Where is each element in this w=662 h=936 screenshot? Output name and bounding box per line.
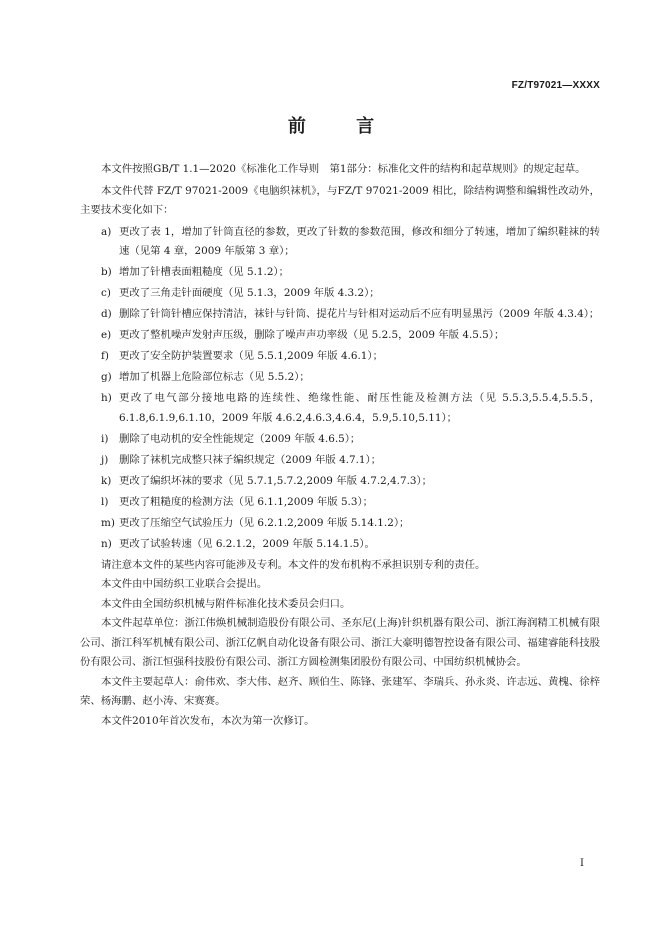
list-item [80,493,600,513]
patent-notice: 请注意本文件的某些内容可能涉及专利。本文件的发布机构不承担识别专利的责任。 [101,558,486,571]
list-item-text: 更改了压缩空气试验压力（见 6.2.1.2,2009 年版 5.14.1.2）； [119,516,410,529]
list-item [80,389,600,428]
list-item [80,263,600,283]
list-item [80,347,600,367]
list-item-text: 更改了试验转速（见 6.2.1.2，2009 年版 5.14.1.5）。 [119,537,375,550]
list-item-text: 删除了电动机的安全性能规定（2009 年版 4.6.5）； [119,432,361,445]
proposer-statement: 本文件由中国纺织工业联合会提出。 [101,578,268,590]
list-item-label: f) [101,350,109,362]
list-item-label: m) [101,516,115,529]
list-item-label: a) [101,225,112,238]
list-item-text: 增加了机器上危险部位标志（见 5.5.2）； [119,371,310,383]
list-item-text: 更改了三角走针面硬度（见 5.1.3，2009 年版 4.3.2）； [119,287,380,299]
list-item-label: h) [101,392,112,404]
document-code: FZ/T97021—XXXX [511,80,600,91]
list-item-text: 删除了针筒针槽应保持清洁，袜针与针筒、提花片与针相对运动后不应有明显黑污（2009 年版 4.3.4）； [119,308,600,320]
list-item [80,430,600,450]
list-item-text: 更改了安全防护装置要求（见 5.5.1,2009 年版 4.6.1）； [119,350,383,362]
list-item [80,535,600,555]
centralized-management-statement: 本文件由全国纺织机械与附件标准化技术委员会归口。 [101,597,351,610]
list-item-text: 更改了编织坏袜的要求（见 5.7.1,5.7.2,2009 年版 4.7.2,4.7.3）； [119,474,433,487]
revision-history: 本文件2010年首次发布，本次为第一次修订。 [101,714,315,727]
list-item-text: 增加了针槽表面粗糙度（见 5.1.2）； [119,266,290,278]
list-item-label: b) [101,266,112,278]
list-item-text: 更改了电气部分接地电路的连续性、绝缘性能、耐压性能及检测方法（见 5.5.3,5.5.4,5.5.5，6.1.8,6.1.9,6.1.10，2009 年版 4.6.2,4.6.3,4.6.4，5.9,5.10,5.11）； [119,392,600,424]
list-item-text: 删除了袜机完成整只袜子编织规定（2009 年版 4.7.1）； [119,453,382,466]
list-item [80,223,600,262]
list-item-label: g) [101,371,112,383]
list-item-label: l) [101,495,109,508]
list-item [80,472,600,492]
page-number: I [580,858,584,869]
list-item [80,305,600,325]
page-title: 前 言 [287,116,397,137]
list-item [80,326,600,346]
list-item-label: j) [101,453,109,466]
list-item-label: i) [101,432,109,445]
list-item-text: 更改了粗糙度的检测方法（见 6.1.1,2009 年版 5.3）； [119,495,374,508]
list-item-label: c) [101,287,111,299]
intro-paragraph: 本文件按照GB/T 1.1—2020《标准化工作导则 第1部分：标准化文件的结构和起草规则》的规定起草。 [101,163,586,175]
list-item [80,451,600,471]
drafting-organizations: 本文件起草单位：浙江伟焕机械制造股份有限公司、圣东尼(上海)针织机器有限公司、浙江海润精工机械有限公司、浙江科军机械有限公司、浙江亿帆自动化设备有限公司、浙江大豪明德智控设备有限公司、福建睿能科技股份有限公司、浙江恒强科技股份有限公司、浙江方圆检测集团股份有限公司、中国纺织机械协会。 [80,617,600,668]
intro-paragraph: 本文件代替 FZ/T 97021-2009《电脑织袜机》，与FZ/T 97021-2009 相比，除结构调整和编辑性改动外，主要技术变化如下： [80,184,600,216]
list-item-text: 更改了整机噪声发射声压级，删除了噪声声功率级（见 5.2.5，2009 年版 4.5.5）； [119,329,505,341]
list-item [80,368,600,388]
list-item-label: k) [101,474,112,487]
main-drafters: 本文件主要起草人：俞伟欢、李大伟、赵齐、顾伯生、陈锋、张建军、李瑞兵、孙永炎、许志远、黄槐、徐梓荣、杨海鹏、赵小涛、宋赛赛。 [80,675,600,707]
list-item-label: e) [101,329,112,341]
list-item-label: n) [101,537,112,550]
list-item [80,514,600,534]
list-item-text: 更改了表 1，增加了针筒直径的参数，更改了针数的参数范围，修改和细分了转速，增加了编织鞋袜的转速（见第 4 章，2009 年版第 3 章）； [119,225,600,257]
list-item [80,284,600,304]
foreword-body [80,160,600,731]
list-item-label: d) [101,308,112,320]
technical-changes-list [80,223,600,555]
